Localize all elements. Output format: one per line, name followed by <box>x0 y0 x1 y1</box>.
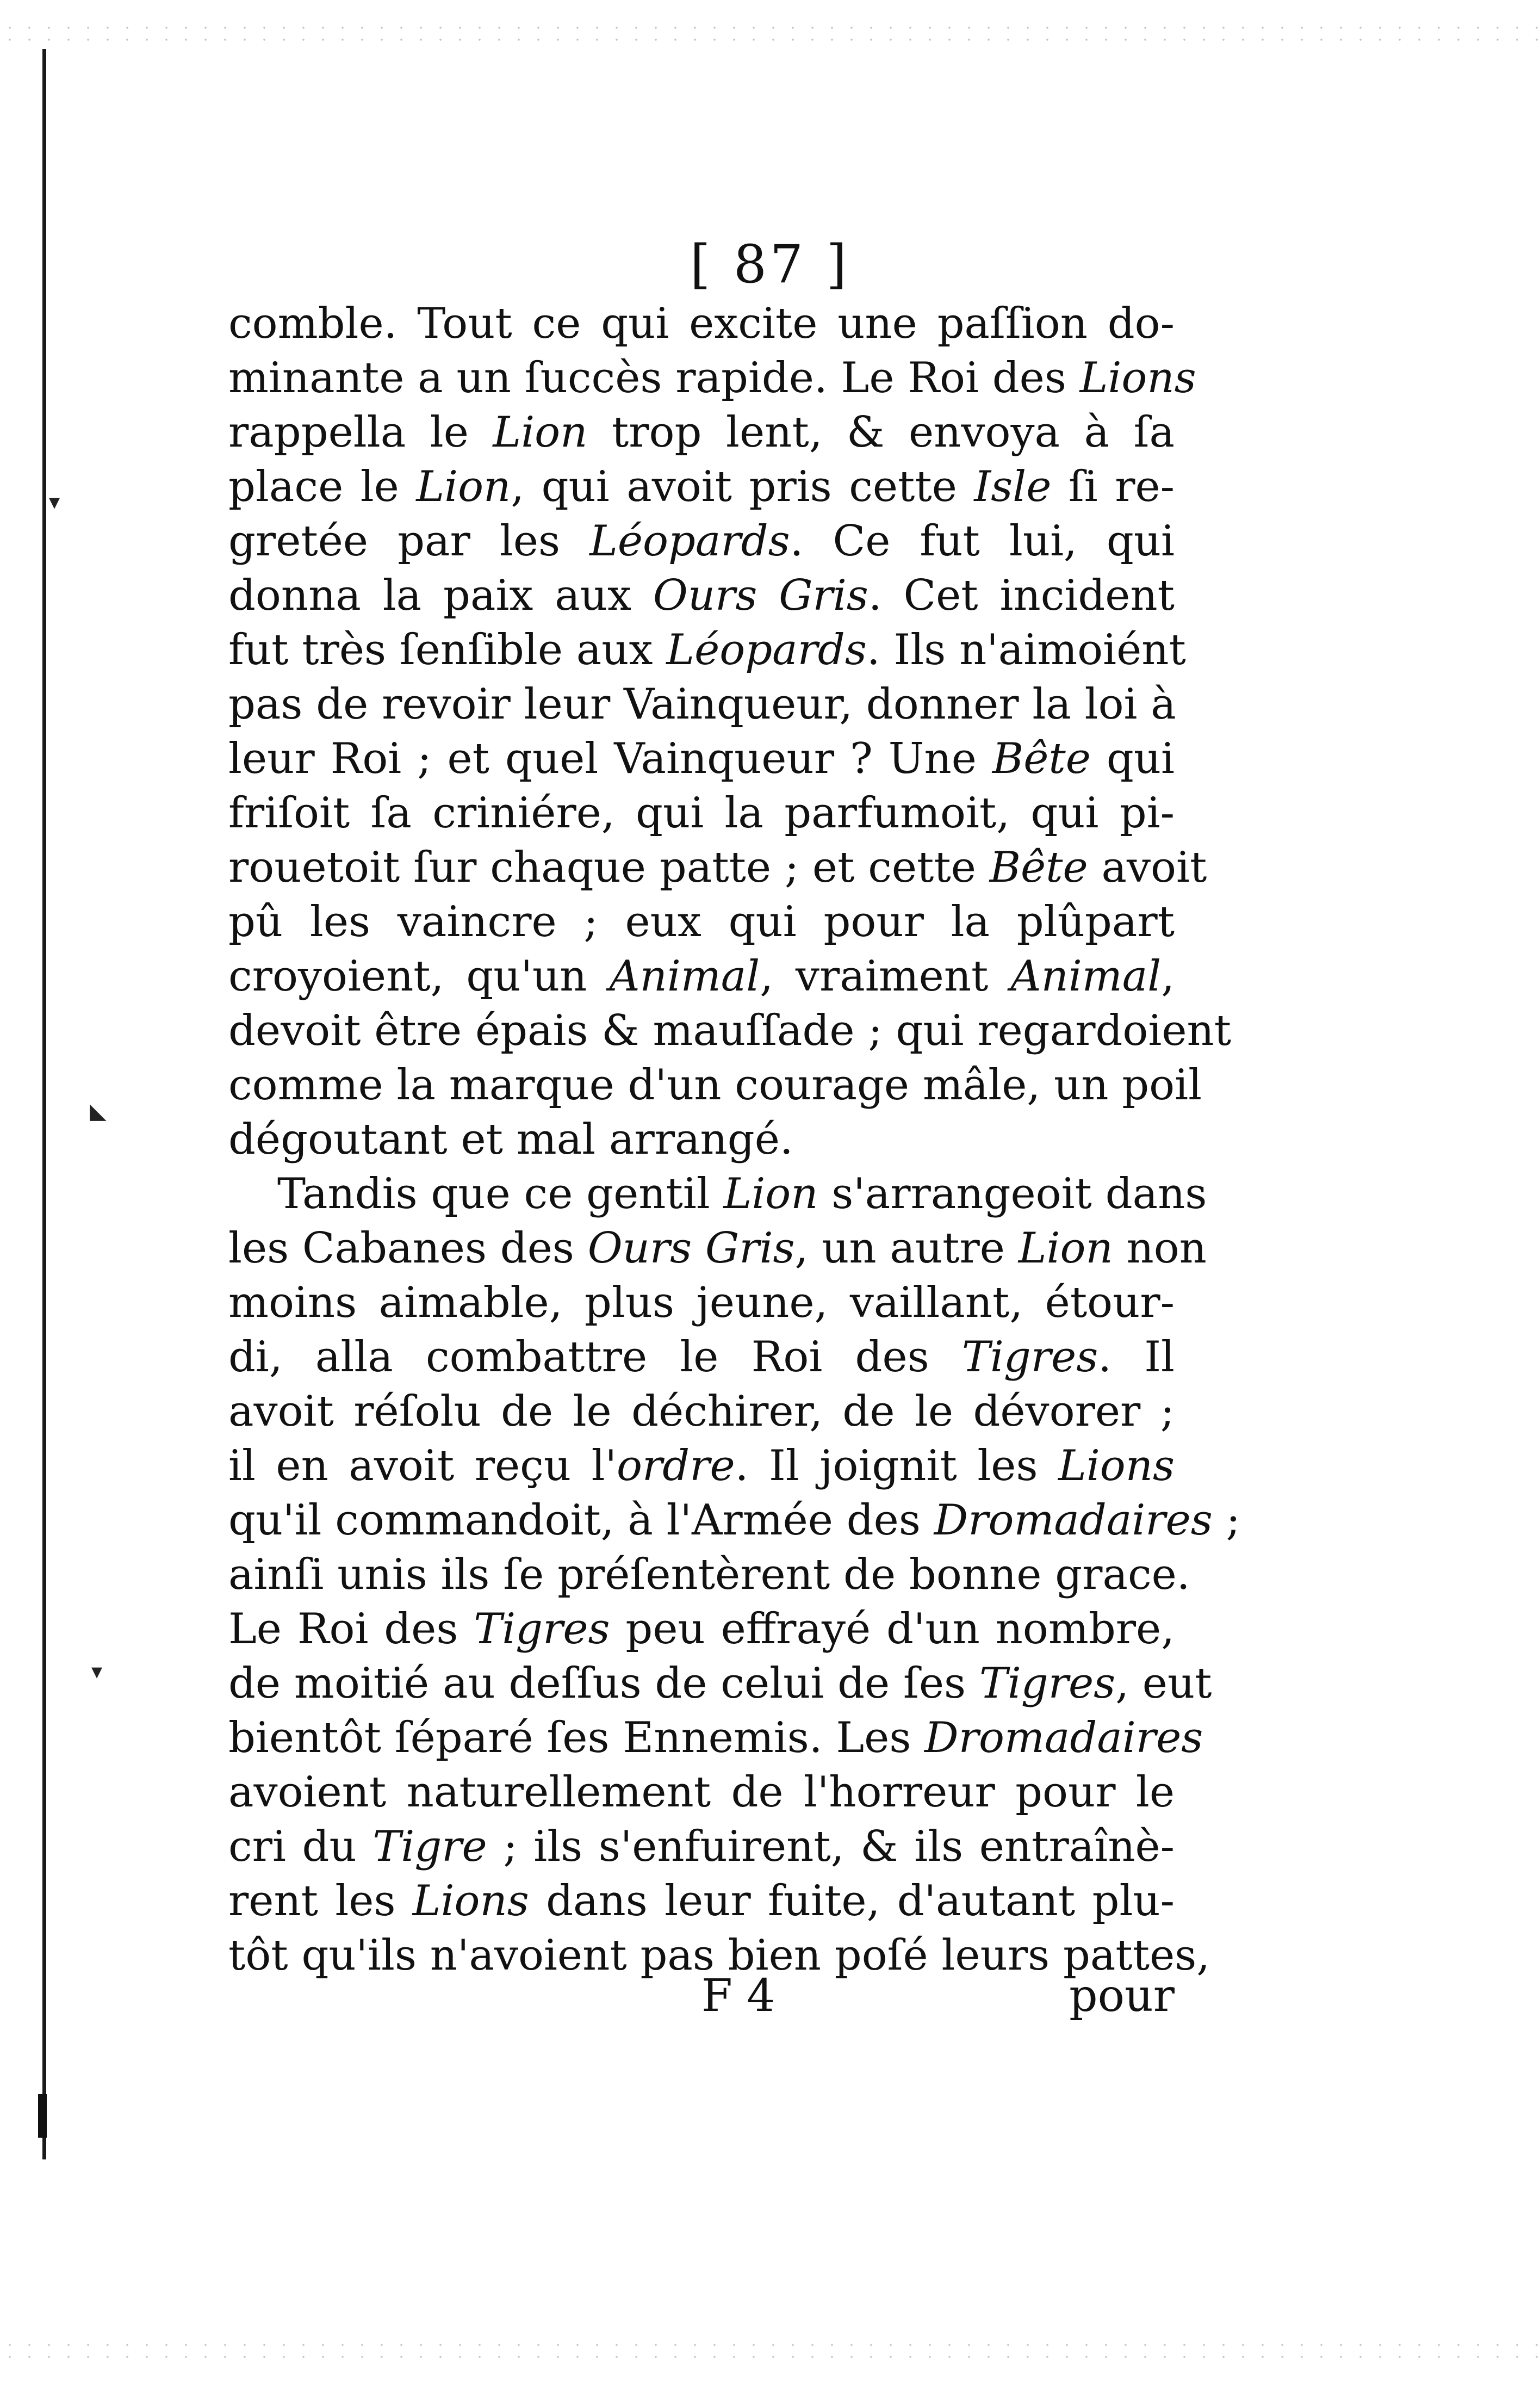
text-line <box>228 1004 1232 1058</box>
text-run: , eut <box>1115 1659 1212 1708</box>
text-run: avoit <box>1088 843 1207 892</box>
text-run: devoit être épais & mauſſade ; qui regardoient <box>228 1006 1232 1055</box>
text-line <box>228 1384 1175 1439</box>
text-line <box>228 1548 1190 1602</box>
text-run: . Ils n'aimoiént <box>866 626 1186 674</box>
text-run: pas de revoir leur Vainqueur, donner la loi à <box>228 680 1176 729</box>
page-footer <box>228 1966 1175 2026</box>
text-line <box>228 1058 1202 1112</box>
text-run: friſoit ſa criniére, qui la parfumoit, qui pi- <box>228 789 1175 838</box>
text-line <box>228 1276 1175 1330</box>
text-run: di, alla combattre le Roi des <box>228 1333 962 1382</box>
bottom-edge-specks <box>0 2339 1540 2361</box>
italic-word: Bête <box>992 734 1091 783</box>
text-run: Le Roi des <box>228 1605 474 1654</box>
italic-word: Bête <box>989 843 1088 892</box>
text-run: . Ce fut lui, qui <box>790 517 1175 566</box>
text-run: s'arrangeoit dans <box>818 1169 1207 1218</box>
text-run: tôt qu'ils n'avoient pas bien poſé leurs pattes, <box>228 1931 1210 1980</box>
italic-word: Léopards <box>589 517 790 566</box>
text-run: dans leur fuite, d'autant plu- <box>529 1877 1175 1926</box>
binding-mark <box>38 2094 47 2138</box>
text-line <box>228 1221 1207 1276</box>
text-line <box>228 623 1186 677</box>
text-run: qu'il commandoit, à l'Armée des <box>228 1496 934 1545</box>
text-run: avoient naturellement de l'horreur pour le <box>228 1768 1175 1817</box>
text-run: ainſi unis ils ſe préſentèrent de bonne grace. <box>228 1550 1190 1599</box>
top-edge-specks <box>0 22 1540 44</box>
text-run: les Cabanes des <box>228 1224 588 1273</box>
italic-word: Lion <box>1018 1224 1113 1273</box>
text-run: . Cet incident <box>868 571 1175 620</box>
text-run: . Il <box>1098 1333 1175 1382</box>
text-line <box>228 1493 1240 1548</box>
text-line <box>228 732 1175 786</box>
text-run: trop lent, & envoya à ſa <box>587 408 1175 457</box>
text-line <box>228 1765 1175 1819</box>
text-run: place le <box>228 462 417 511</box>
text-run: bientôt ſéparé ſes Ennemis. Les <box>228 1713 925 1762</box>
text-line <box>228 460 1175 514</box>
text-run: il en avoit reçu l' <box>228 1441 617 1490</box>
text-run: dégoutant et mal arrangé. <box>228 1115 793 1164</box>
margin-mark: ▾ <box>91 1659 103 1684</box>
italic-word: Tigre <box>372 1822 487 1871</box>
text-line <box>228 1711 1203 1765</box>
text-line <box>228 296 1175 351</box>
italic-word: ordre <box>617 1441 735 1490</box>
text-run: non <box>1113 1224 1207 1273</box>
text-run: cri du <box>228 1822 373 1871</box>
text-run: ſi re- <box>1051 462 1175 511</box>
text-line <box>228 1656 1212 1711</box>
italic-word: Léopards <box>666 626 867 674</box>
text-run: , qui avoit pris cette <box>511 462 974 511</box>
text-line <box>228 1819 1175 1874</box>
text-line <box>228 1330 1175 1384</box>
text-run: gretée par les <box>228 517 590 566</box>
text-run: de moitié au deſſus de celui de ſes <box>228 1659 979 1708</box>
text-line <box>228 568 1175 623</box>
text-run: minante a un ſuccès rapide. Le Roi des <box>228 354 1080 403</box>
text-line <box>228 351 1196 405</box>
text-run: peu effrayé d'un nombre, <box>610 1605 1175 1654</box>
body-text <box>228 296 1240 1983</box>
text-line <box>228 405 1175 460</box>
catchword: pour <box>1069 1970 1175 2022</box>
text-run: rappella le <box>228 408 493 457</box>
italic-word: Ours Gris <box>587 1224 795 1273</box>
text-run: pû les vaincre ; eux qui pour la plûpart <box>228 898 1175 946</box>
text-run: qui <box>1090 734 1175 783</box>
italic-word: Lions <box>1058 1441 1175 1490</box>
text-run: ; ils s'enfuirent, & ils entraînè- <box>487 1822 1175 1871</box>
italic-word: Ours Gris <box>653 571 868 620</box>
text-line <box>228 786 1175 840</box>
italic-word: Lion <box>723 1169 818 1218</box>
text-line <box>228 1874 1175 1928</box>
text-run: , un autre <box>794 1224 1019 1273</box>
italic-word: Tigres <box>979 1659 1116 1708</box>
text-run: rouetoit ſur chaque patte ; et cette <box>228 843 990 892</box>
margin-mark: ◣ <box>90 1099 107 1124</box>
text-run: , vraiment <box>760 952 1011 1001</box>
text-run: ; <box>1212 1496 1240 1545</box>
text-line <box>228 677 1175 732</box>
italic-word: Isle <box>974 462 1052 511</box>
text-run: avoit réſolu de le déchirer, de le dévorer ; <box>228 1387 1175 1436</box>
text-run: , <box>1161 952 1175 1001</box>
signature-mark: F 4 <box>701 1970 775 2022</box>
text-run: donna la paix aux <box>228 571 653 620</box>
text-line <box>228 1602 1175 1656</box>
text-run: rent les <box>228 1877 413 1926</box>
italic-word: Lions <box>412 1877 529 1926</box>
italic-word: Animal <box>609 952 760 1001</box>
text-run: . Il joignit les <box>735 1441 1059 1490</box>
text-run: Tandis que ce gentil <box>277 1169 724 1218</box>
italic-word: Animal <box>1010 952 1162 1001</box>
italic-word: Lions <box>1079 354 1196 403</box>
text-run: croyoient, qu'un <box>228 952 610 1001</box>
margin-mark: ▾ <box>49 490 60 515</box>
text-line <box>228 514 1175 568</box>
text-line <box>228 895 1175 949</box>
italic-word: Lion <box>493 408 588 457</box>
text-line <box>228 1439 1175 1493</box>
binding-edge <box>42 49 46 2159</box>
text-line <box>228 1112 1175 1167</box>
text-run: comble. Tout ce qui excite une paſſion do- <box>228 299 1175 348</box>
text-run: fut très ſenſible aux <box>228 626 667 674</box>
text-line <box>228 949 1175 1004</box>
text-line <box>228 1167 1207 1221</box>
italic-word: Tigres <box>474 1605 610 1654</box>
italic-word: Dromadaires <box>924 1713 1203 1762</box>
text-run: comme la marque d'un courage mâle, un poil <box>228 1061 1202 1110</box>
text-line <box>228 840 1207 895</box>
italic-word: Lion <box>416 462 511 511</box>
text-run: moins aimable, plus jeune, vaillant, étour- <box>228 1278 1175 1327</box>
page-number: [ 87 ] <box>690 234 850 295</box>
italic-word: Tigres <box>961 1333 1098 1382</box>
text-run: leur Roi ; et quel Vainqueur ? Une <box>228 734 992 783</box>
italic-word: Dromadaires <box>934 1496 1213 1545</box>
